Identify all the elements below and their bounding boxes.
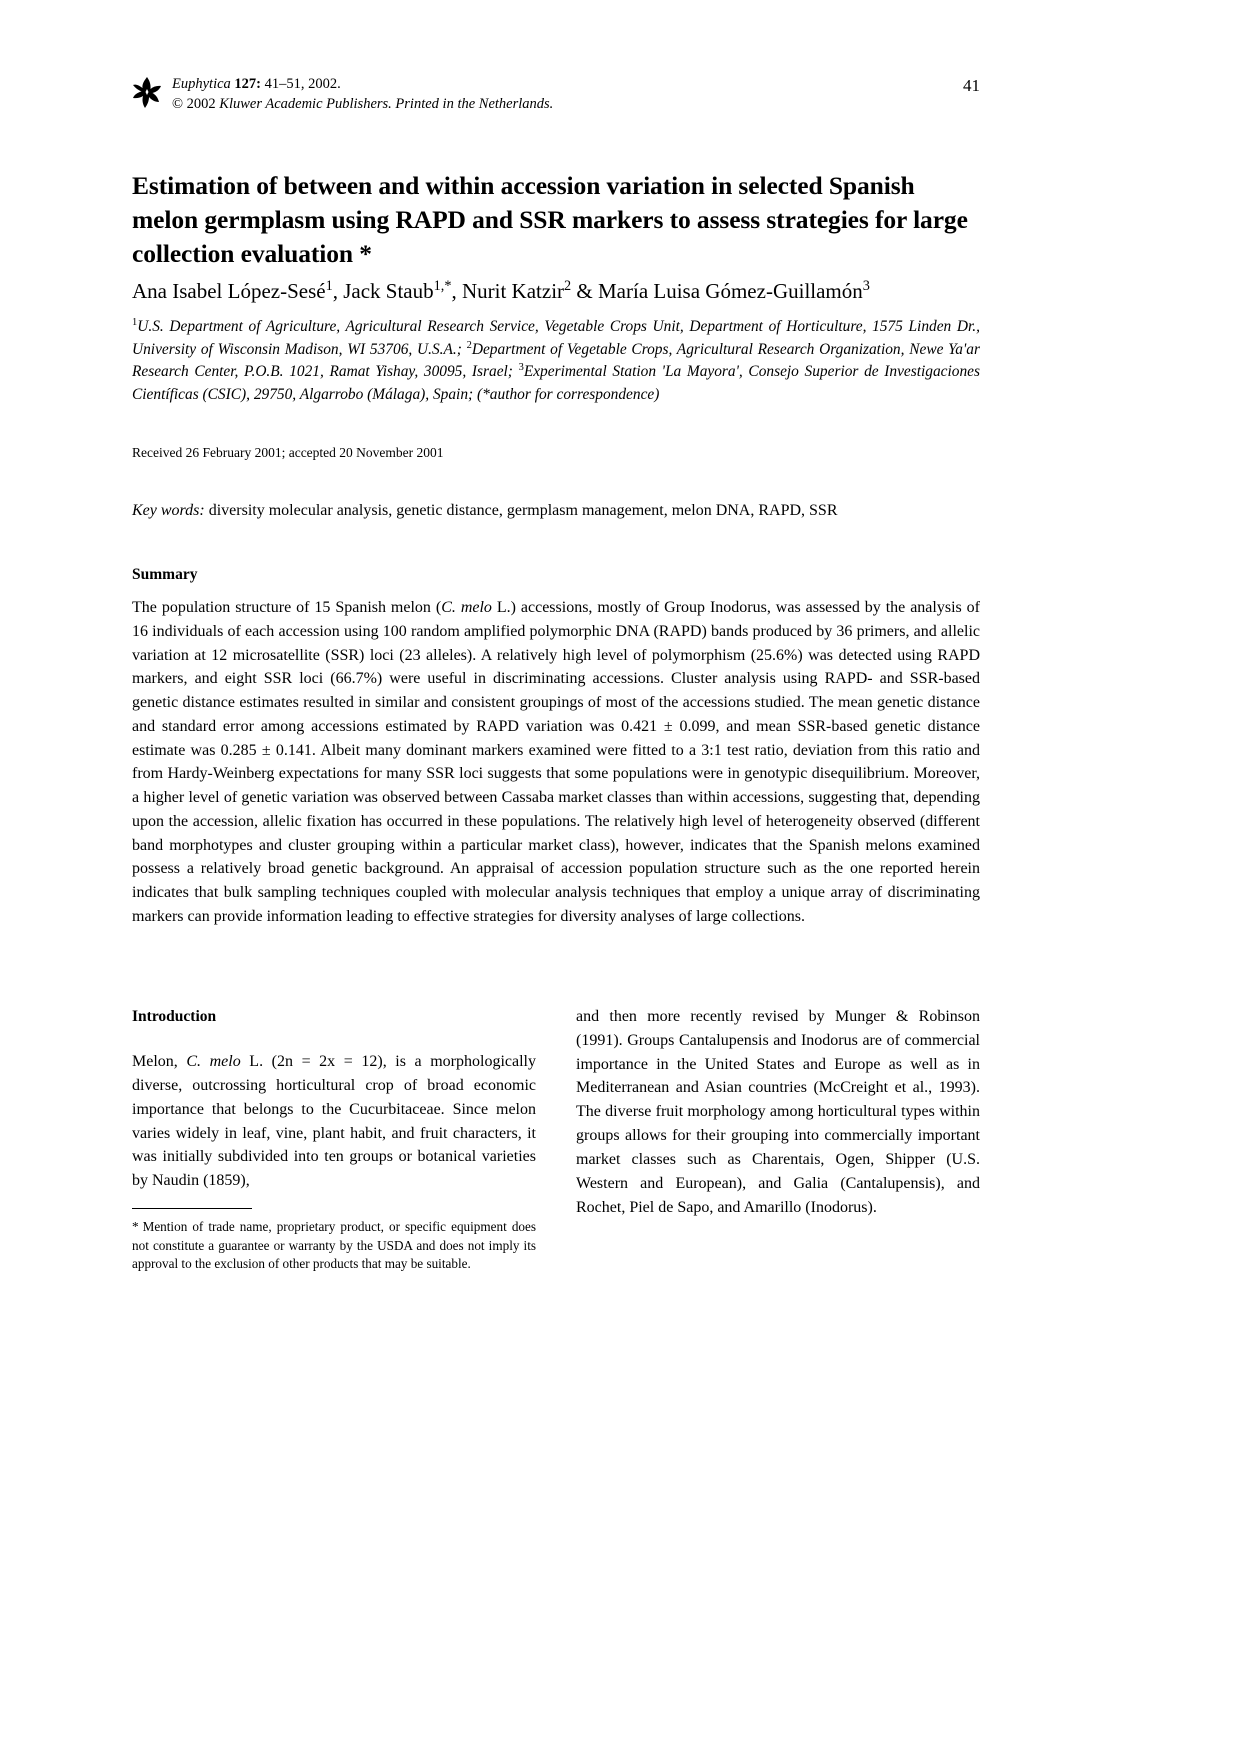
- footnote-marker: *: [132, 1219, 139, 1234]
- received-dates: Received 26 February 2001; accepted 20 November 2001: [132, 445, 444, 460]
- footnote-text: [132, 1218, 536, 1274]
- author-list: Ana Isabel López-Sesé$^1$, Jack Staub$^{1,*}$, Nurit Katzir$^2$ & María Luisa Gómez-Guillamón$^3$: [132, 278, 870, 303]
- journal-citation-line1: [172, 74, 980, 94]
- summary-text: The population structure of 15 Spanish melon (C. melo L.) accessions, mostly of Group Inodorus, was assessed by the analysis of 16 individuals of each accession using 100 random amplified polymorphic DNA (RAPD) bands produced by 36 primers, and allelic variation at 12 microsatellite (SSR) loci (23 alleles). A relatively high level of polymorphism (25.6%) was detected using RAPD markers, and eight SSR loci (66.7%) were useful in discriminating accessions. Cluster analysis using RAPD- and SSR-based genetic distance estimates resulted in similar and consistent groupings of most of the accessions studied. The mean genetic distance and standard error among accessions estimated by RAPD variation was 0.421 ± 0.099, and mean SSR-based genetic distance estimate was 0.285 ± 0.141. Albeit many dominant markers examined were fitted to a 3:1 test ratio, deviation from this ratio and from Hardy-Weinberg expectations for many SSR loci suggests that some populations were in genotypic disequilibrium. Moreover, a higher level of genetic variation was observed between Cassaba market classes than within accessions, suggesting that, depending upon the accession, allelic fixation has occurred in these populations. The relatively high level of heterogeneity observed (different band morphotypes and cluster grouping within a particular market class), however, indicates that the Spanish melons examined possess a relatively broad genetic background. An appraisal of accession population structure such as the one reported herein indicates that bulk sampling techniques coupled with molecular analysis techniques that employ a unique array of discriminating markers can provide information leading to effective strategies for diversity analyses of large collections.: [132, 599, 981, 925]
- journal-header: [132, 74, 980, 114]
- journal-name: Euphytica: [172, 76, 231, 92]
- journal-citation-line2: [172, 94, 980, 114]
- page-canvas: [132, 0, 980, 1755]
- intro-paragraph-right: and then more recently revised by Munger & Robinson (1991). Groups Cantalupensis and Inodorus are of commercial importance in the United States and Europe as well as in Mediterranean and Asian countries (McCreight et al., 1993). The diverse fruit morphology among horticultural types within groups allows for their grouping into commercially important market classes such as Charentais, Ogen, Shipper (U.S. Western and European), and Galia (Cantalupensis), and Rochet, Piel de Sapo, and Amarillo (Inodorus).: [576, 1008, 980, 1216]
- journal-citation: [172, 74, 980, 114]
- affiliation-block: $^1$U.S. Department of Agriculture, Agricultural Research Service, Vegetable Crops Unit, Department of Horticulture, 1575 Linden Dr., University of Wisconsin Madison, WI 53706, U.S.A.; $^2$Department of Vegetable Crops, Agricultural Research Organization, Newe Ya'ar Research Center, P.O.B. 1021, Ramat Yishay, 30095, Israel; $^3$Experimental Station 'La Mayora', Consejo Superior de Investigaciones Científicas (CSIC), 29750, Algarrobo (Málaga), Spain; (*author for correspondence): [132, 316, 980, 403]
- page-number: 41: [963, 76, 980, 95]
- copyright-year: © 2002: [172, 96, 216, 112]
- kluwer-flower-logo: [132, 76, 162, 110]
- journal-pages: 41–51, 2002.: [264, 76, 341, 92]
- journal-volume: 127:: [234, 76, 262, 92]
- keywords-label: Key words:: [132, 502, 205, 519]
- footnote-body: Mention of trade name, proprietary product, or specific equipment does not constitute a guarantee or warranty by the USDA and does not imply its approval to the exclusion of other products that may be suitable.: [132, 1219, 536, 1272]
- publisher-name: Kluwer Academic Publishers.: [219, 96, 392, 112]
- column-right: [576, 1005, 980, 1219]
- section-heading-introduction: Introduction: [132, 1008, 217, 1025]
- summary-heading: Summary: [132, 566, 198, 583]
- keywords: [132, 500, 980, 522]
- keywords-text: diversity molecular analysis, genetic distance, germplasm management, melon DNA, RAPD, SSR: [204, 502, 838, 519]
- printed-in: Printed in the Netherlands.: [395, 96, 554, 112]
- column-left: [132, 1005, 536, 1193]
- footnote: [132, 1208, 536, 1274]
- intro-paragraph-left: Melon, C. melo L. (2n = 2x = 12), is a morphologically diverse, outcrossing horticultural crop of broad economic importance that belongs to the Cucurbitaceae. Since melon varies widely in leaf, vine, plant habit, and fruit characters, it was initially subdivided into ten groups or botanical varieties by Naudin (1859),: [132, 1053, 536, 1190]
- page-title: Estimation of between and within accession variation in selected Spanish melon germplasm using RAPD and SSR markers to assess strategies for large collection evaluation *: [132, 171, 968, 268]
- footnote-rule: [132, 1208, 252, 1209]
